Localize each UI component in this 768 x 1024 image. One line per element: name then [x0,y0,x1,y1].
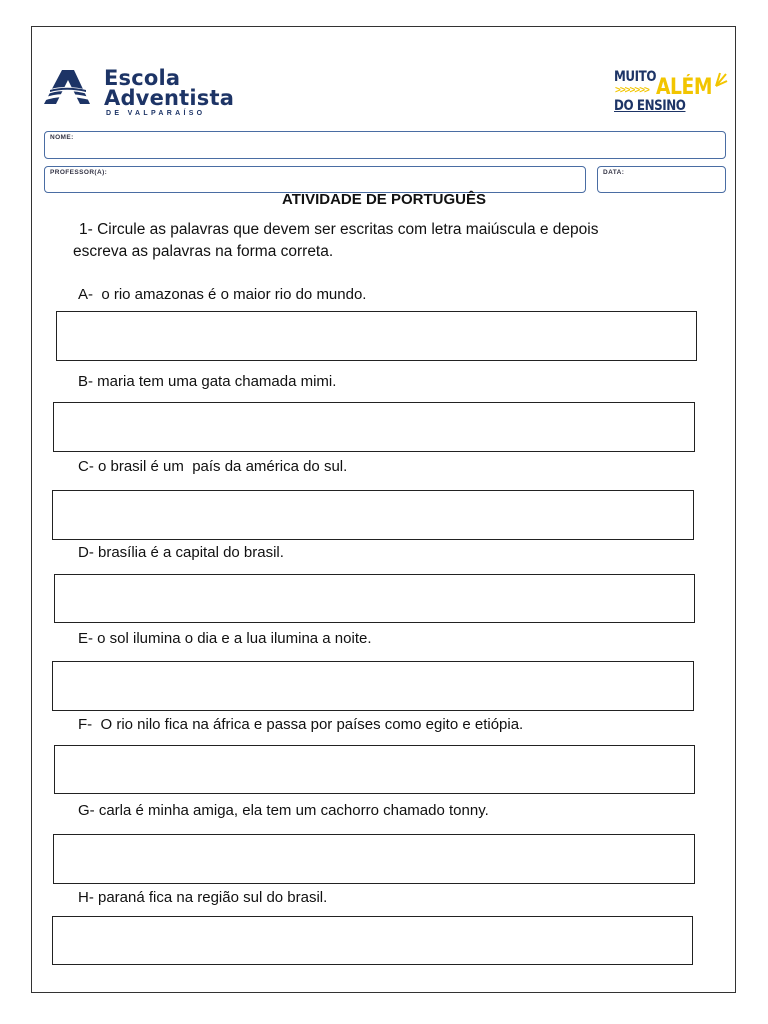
nome-label: NOME: [50,134,74,141]
sunburst-icon [714,72,728,88]
answer-box-a[interactable] [56,311,697,361]
question-g: G- carla é minha amiga, ela tem um cachorro chamado tonny. [78,802,489,819]
answer-box-f[interactable] [54,745,695,794]
answer-box-b[interactable] [53,402,695,452]
school-logo [44,68,264,120]
answer-box-e[interactable] [52,661,694,711]
question-a: A- o rio amazonas é o maior rio do mundo. [78,286,367,303]
answer-box-g[interactable] [53,834,695,884]
school-emblem-icon [44,70,92,106]
professor-label: PROFESSOR(A): [50,169,108,176]
instruction [73,219,703,263]
slogan-line3: DO ENSINO [614,98,686,114]
school-name-line1: Escola [104,66,181,90]
instruction-line2: escreva as palavras na forma correta. [73,243,334,260]
school-name-line2: Adventista [104,86,235,110]
question-e: E- o sol ilumina o dia e a lua ilumina a noite. [78,630,372,647]
question-f: F- O rio nilo fica na áfrica e passa por países como egito e etiópia. [78,716,524,733]
slogan-line2: ALÉM [656,75,713,100]
slogan-line1: MUITO [614,69,657,85]
school-city: DE VALPARAÍSO [106,110,206,117]
answer-box-d[interactable] [54,574,695,623]
question-h: H- paraná fica na região sul do brasil. [78,889,328,906]
slogan-arrows: >>>>>>> [615,85,649,96]
question-d: D- brasília é a capital do brasil. [78,544,284,561]
data-field[interactable] [597,166,726,193]
page-title: ATIVIDADE DE PORTUGUÊS [282,191,486,208]
nome-field[interactable] [44,131,726,159]
question-b: B- maria tem uma gata chamada mimi. [78,373,337,390]
professor-field[interactable] [44,166,586,193]
slogan-logo [612,68,732,118]
data-label: DATA: [603,169,625,176]
answer-box-h[interactable] [52,916,693,965]
question-c: C- o brasil é um país da américa do sul. [78,458,348,475]
instruction-line1: 1- Circule as palavras que devem ser escritas com letra maiúscula e depois [79,221,599,238]
answer-box-c[interactable] [52,490,694,540]
